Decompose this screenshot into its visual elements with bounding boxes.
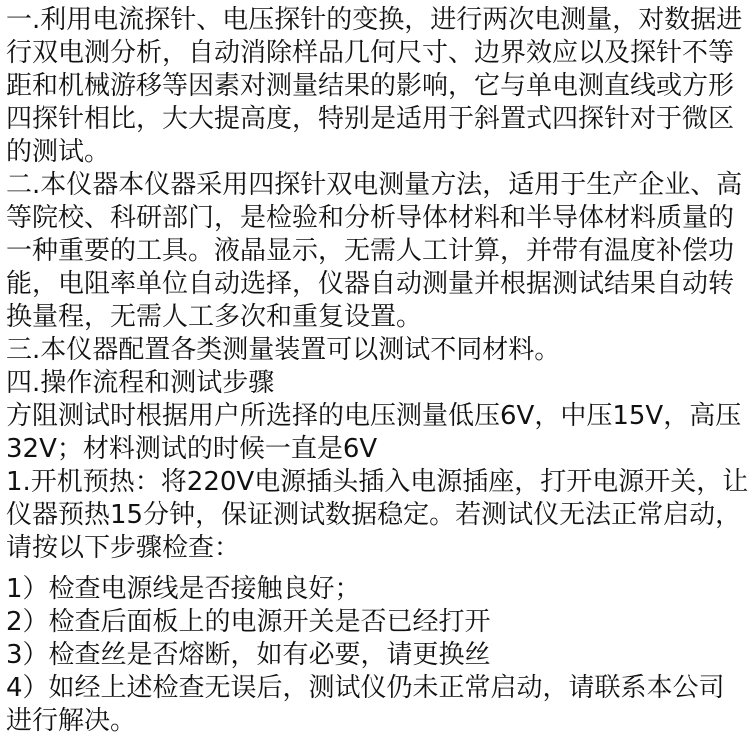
check-item-2: 2）检查后面板上的电源开关是否已经打开 [6,607,491,637]
check-list [6,573,750,738]
section-4-heading: 四.操作流程和测试步骤 [6,368,275,398]
section-3-paragraph: 三.本仪器配置各类测量装置可以测试不同材料。 [6,335,561,365]
check-item-3: 3）检查丝是否熔断，如有必要，请更换丝 [6,640,491,670]
step-1-paragraph: 1.开机预热：将220V电源插头插入电源插座，打开电源开关，让仪器预热15分钟，保证测试数据稳定。若测试仪无法正常启动，请按以下步骤检查： [6,467,749,563]
paragraph-gap [6,565,750,573]
section-2-paragraph: 二.本仪器本仪器采用四探针双电测量方法，适用于生产企业、高等院校、科研部门，是检验和分析导体材料和半导体材料质量的一种重要的工具。液晶显示，无需人工计算，并带有温度补偿功能，电阻率单位自动选择，仪器自动测量并根据测试结果自动转换量程，无需人工多次和重复设置。 [6,170,743,332]
voltage-note-paragraph: 方阻测试时根据用户所选择的电压测量低压6V，中压15V，高压32V；材料测试的时候一直是6V [6,401,742,464]
check-item-1: 1）检查电源线是否接触良好； [6,574,361,604]
check-item-4: 4）如经上述检查无误后，测试仪仍未正常启动，请联系本公司进行解决。 [6,673,725,736]
section-1-paragraph: 一.利用电流探针、电压探针的变换，进行两次电测量，对数据进行双电测分析，自动消除样品几何尺寸、边界效应以及探针不等距和机械游移等因素对测量结果的影响，它与单电测直线或方形四探针相比，大大提高度，特别是适用于斜置式四探针对于微区的测试。 [6,5,743,167]
